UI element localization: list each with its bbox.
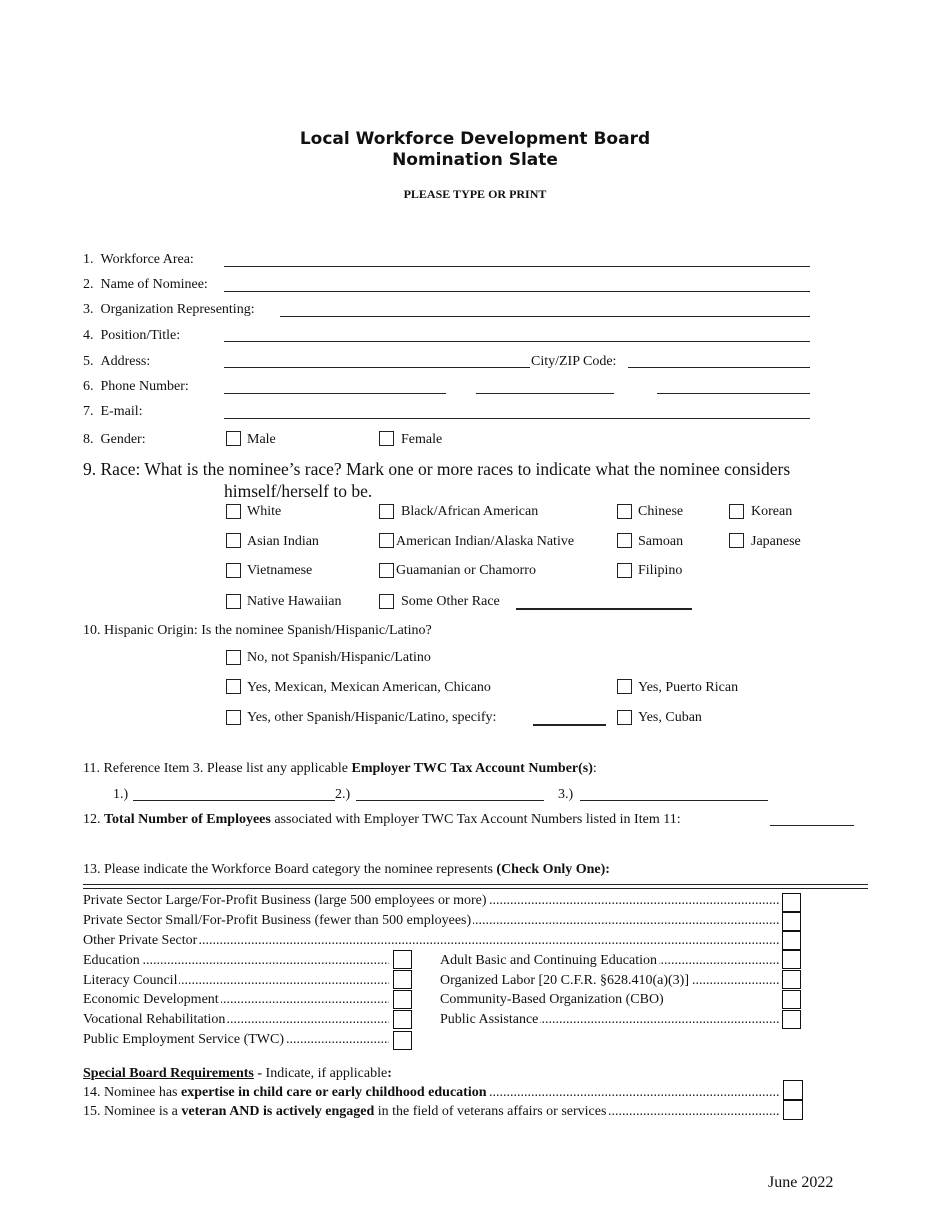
tax-number-3-label: 3.) [558, 787, 574, 802]
race-other-input[interactable] [516, 608, 692, 610]
category-literacy-checkbox[interactable] [393, 970, 412, 989]
race-option-label: Filipino [638, 563, 683, 578]
city-zip-label: City/ZIP Code: [531, 354, 617, 369]
category-cbo-checkbox[interactable] [782, 990, 801, 1009]
category-education-checkbox[interactable] [393, 950, 412, 969]
tax-number-3-input[interactable] [580, 800, 768, 801]
address-input[interactable] [224, 367, 530, 368]
tax-number-1-label: 1.) [113, 787, 129, 802]
field-7-label: 7. E-mail: [83, 404, 143, 419]
category-small-business-checkbox[interactable] [782, 912, 801, 931]
divider [83, 884, 868, 885]
gender-female-label: Female [401, 432, 443, 447]
category-row: Adult Basic and Continuing Education ..... [440, 953, 779, 971]
race-native-hawaiian-checkbox[interactable] [226, 594, 241, 609]
category-row: Private Sector Large/For-Profit Business (large 500 employees or more) ..... [83, 893, 779, 911]
gender-male-label: Male [247, 432, 276, 447]
race-japanese-checkbox[interactable] [729, 533, 744, 548]
hispanic-puerto-rican-checkbox[interactable] [617, 679, 632, 694]
race-white-checkbox[interactable] [226, 504, 241, 519]
category-row: Community-Based Organization (CBO) [440, 992, 664, 1007]
phone-input-3[interactable] [657, 393, 810, 394]
category-organized-labor-checkbox[interactable] [782, 970, 801, 989]
race-option-label: White [247, 504, 282, 519]
race-prompt-cont: himself/herself to be. [224, 481, 373, 501]
category-row: Public Assistance ..... [440, 1012, 779, 1030]
race-korean-checkbox[interactable] [729, 504, 744, 519]
item-13-prompt: 13. Please indicate the Workforce Board category the nominee represents (Check Only One): [83, 862, 610, 877]
hispanic-specify-input[interactable] [533, 724, 606, 726]
race-chinese-checkbox[interactable] [617, 504, 632, 519]
race-option-label: Native Hawaiian [247, 594, 342, 609]
workforce-area-input[interactable] [224, 266, 810, 267]
category-row: Other Private Sector ..... [83, 933, 779, 951]
field-3-label: 3. Organization Representing: [83, 302, 255, 317]
phone-input-1[interactable] [224, 393, 446, 394]
race-option-label: Korean [751, 504, 793, 519]
hispanic-option-label: Yes, Puerto Rican [638, 680, 739, 695]
gender-male-checkbox[interactable] [226, 431, 241, 446]
item-14-label: 14. Nominee has expertise in child care or early childhood education ..... [83, 1085, 779, 1103]
category-other-private-checkbox[interactable] [782, 931, 801, 950]
form-subtitle: Nomination Slate [392, 150, 558, 170]
race-option-label: Japanese [751, 534, 801, 549]
employee-count-input[interactable] [770, 825, 854, 826]
item-11-prompt: 11. Reference Item 3. Please list any applicable Employer TWC Tax Account Number(s): [83, 761, 597, 776]
position-input[interactable] [224, 341, 810, 342]
race-option-label: Vietnamese [247, 563, 313, 578]
category-economic-dev-checkbox[interactable] [393, 990, 412, 1009]
hispanic-no-checkbox[interactable] [226, 650, 241, 665]
field-1-label: 1. Workforce Area: [83, 252, 194, 267]
item-12-prompt: 12. Total Number of Employees associated with Employer TWC Tax Account Numbers listed in Item 11: [83, 812, 681, 827]
field-8-label: 8. Gender: [83, 432, 146, 447]
race-other-checkbox[interactable] [379, 594, 394, 609]
category-vocational-checkbox[interactable] [393, 1010, 412, 1029]
tax-number-2-label: 2.) [335, 787, 351, 802]
field-4-label: 4. Position/Title: [83, 328, 181, 343]
race-prompt: 9. Race: What is the nominee’s race? Mark one or more races to indicate what the nominee considers [83, 459, 791, 479]
hispanic-option-label: No, not Spanish/Hispanic/Latino [247, 650, 431, 665]
phone-input-2[interactable] [476, 393, 614, 394]
organization-input[interactable] [280, 316, 810, 317]
race-samoan-checkbox[interactable] [617, 533, 632, 548]
category-row: Education ..... [83, 953, 389, 971]
race-option-label: Asian Indian [247, 534, 319, 549]
instruction: PLEASE TYPE OR PRINT [403, 187, 547, 201]
divider [83, 888, 868, 889]
item-15-checkbox[interactable] [783, 1100, 803, 1120]
category-row: Organized Labor [20 C.F.R. §628.410(a)(3)] ..... [440, 973, 779, 991]
race-filipino-checkbox[interactable] [617, 563, 632, 578]
city-zip-input[interactable] [628, 367, 810, 368]
race-asian-indian-checkbox[interactable] [226, 533, 241, 548]
race-option-label: Some Other Race [401, 594, 500, 609]
form-title: Local Workforce Development Board [299, 129, 651, 149]
race-option-label: Guamanian or Chamorro [396, 563, 536, 578]
tax-number-1-input[interactable] [133, 800, 335, 801]
item-14-checkbox[interactable] [783, 1080, 803, 1100]
race-american-indian-checkbox[interactable] [379, 533, 394, 548]
field-6-label: 6. Phone Number: [83, 379, 189, 394]
special-requirements-heading: Special Board Requirements - Indicate, if applicable: [83, 1066, 392, 1081]
field-5-label: 5. Address: [83, 354, 151, 369]
item-15-label: 15. Nominee is a veteran AND is actively engaged in the field of veterans affairs or services ..... [83, 1104, 779, 1122]
email-input[interactable] [224, 418, 810, 419]
race-option-label: Samoan [638, 534, 684, 549]
category-row: Private Sector Small/For-Profit Business (fewer than 500 employees) ..... [83, 913, 779, 931]
hispanic-other-checkbox[interactable] [226, 710, 241, 725]
tax-number-2-input[interactable] [356, 800, 544, 801]
race-black-checkbox[interactable] [379, 504, 394, 519]
hispanic-cuban-checkbox[interactable] [617, 710, 632, 725]
category-row: Literacy Council ..... [83, 973, 389, 991]
hispanic-option-label: Yes, Mexican, Mexican American, Chicano [247, 680, 491, 695]
category-large-business-checkbox[interactable] [782, 893, 801, 912]
race-option-label: Chinese [638, 504, 684, 519]
hispanic-prompt: 10. Hispanic Origin: Is the nominee Spanish/Hispanic/Latino? [83, 623, 432, 638]
gender-female-checkbox[interactable] [379, 431, 394, 446]
race-guamanian-checkbox[interactable] [379, 563, 394, 578]
field-2-label: 2. Name of Nominee: [83, 277, 208, 292]
race-option-label: American Indian/Alaska Native [396, 534, 575, 549]
nominee-name-input[interactable] [224, 291, 810, 292]
hispanic-mexican-checkbox[interactable] [226, 679, 241, 694]
category-adult-education-checkbox[interactable] [782, 950, 801, 969]
category-public-assistance-checkbox[interactable] [782, 1010, 801, 1029]
race-option-label: Black/African American [401, 504, 539, 519]
hispanic-option-label: Yes, other Spanish/Hispanic/Latino, specify: [247, 710, 497, 725]
category-row: Vocational Rehabilitation ..... [83, 1012, 389, 1030]
category-public-employment-checkbox[interactable] [393, 1031, 412, 1050]
race-vietnamese-checkbox[interactable] [226, 563, 241, 578]
footer-date: June 2022 [768, 1174, 834, 1191]
category-row: Economic Development ..... [83, 992, 389, 1010]
hispanic-option-label: Yes, Cuban [638, 710, 702, 725]
category-row: Public Employment Service (TWC) ..... [83, 1032, 389, 1050]
